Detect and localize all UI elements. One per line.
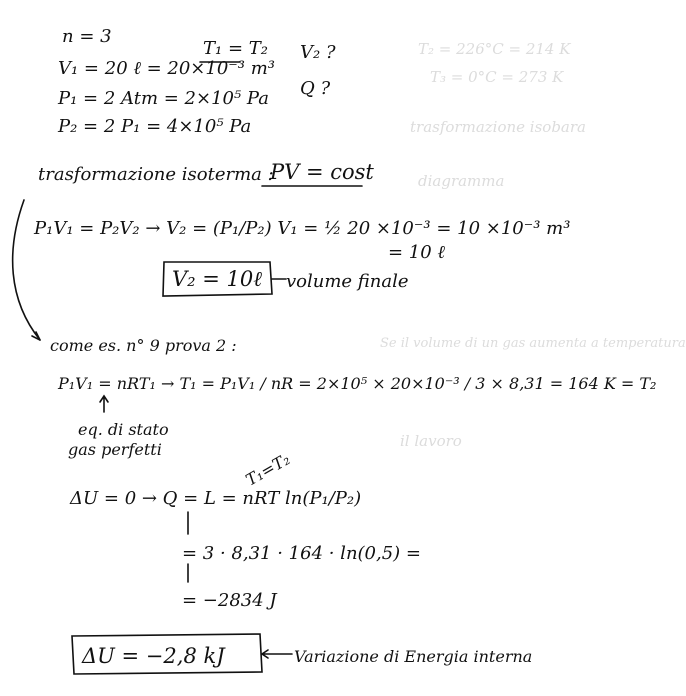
state-eq-arrow xyxy=(100,396,108,412)
given-p1: P₁ = 2 Atm = 2×10⁵ Pa xyxy=(58,88,269,109)
energy-equation: ΔU = 0 → Q = L = nRT ln(P₁/P₂) xyxy=(70,488,362,509)
given-v1: V₁ = 20 ℓ = 20×10⁻³ m³ xyxy=(58,58,276,79)
bleed-through-5: Se il volume di un gas aumenta a temperatura xyxy=(380,336,686,351)
temperature-equation: P₁V₁ = nRT₁ → T₁ = P₁V₁ / nR = 2×10⁵ × 20×10⁻³ / 3 × 8,31 = 164 K = T₂ xyxy=(58,374,657,393)
unknown-q: Q ? xyxy=(300,78,331,99)
isothermal-equation-sub: = 10 ℓ xyxy=(388,242,445,263)
bleed-through-4: diagramma xyxy=(418,172,505,190)
unknown-v2: V₂ ? xyxy=(300,42,336,63)
state-eq-note-1: eq. di stato xyxy=(78,420,169,439)
du-result-note: Variazione di Energia interna xyxy=(294,647,533,666)
bracket-arrow xyxy=(13,200,40,340)
given-p2: P₂ = 2 P₁ = 4×10⁵ Pa xyxy=(58,116,252,137)
energy-t-note: T₁=T₂ xyxy=(242,449,294,490)
energy-step-1: = 3 · 8,31 · 164 · ln(0,5) = xyxy=(182,543,422,564)
bleed-through-6: il lavoro xyxy=(400,432,462,450)
du-note-arrow xyxy=(262,650,292,658)
energy-step-2: = −2834 J xyxy=(182,590,277,611)
state-eq-note-2: gas perfetti xyxy=(68,440,162,459)
du-result-box: ΔU = −2,8 kJ xyxy=(82,644,225,668)
isothermal-title: trasformazione isoterma : xyxy=(38,164,274,185)
bleed-through-1: T₂ = 226°C = 214 K xyxy=(418,40,571,58)
isothermal-equation: P₁V₁ = P₂V₂ → V₂ = (P₁/P₂) V₁ = ½ 20 ×10⁻³ = 10 ×10⁻³ m³ xyxy=(34,218,571,239)
temperature-reference: come es. n° 9 prova 2 : xyxy=(50,336,237,355)
given-t-relation: T₁ = T₂ xyxy=(203,38,268,59)
v2-result-note: volume finale xyxy=(286,271,409,292)
given-n: n = 3 xyxy=(62,26,112,47)
isothermal-law: PV = cost xyxy=(270,160,374,184)
v2-result-box: V₂ = 10ℓ xyxy=(172,267,262,291)
v2-box xyxy=(163,262,272,296)
du-box xyxy=(72,634,262,674)
bleed-through-2: T₃ = 0°C = 273 K xyxy=(430,68,564,86)
bleed-through-3: trasformazione isobara xyxy=(410,118,586,136)
